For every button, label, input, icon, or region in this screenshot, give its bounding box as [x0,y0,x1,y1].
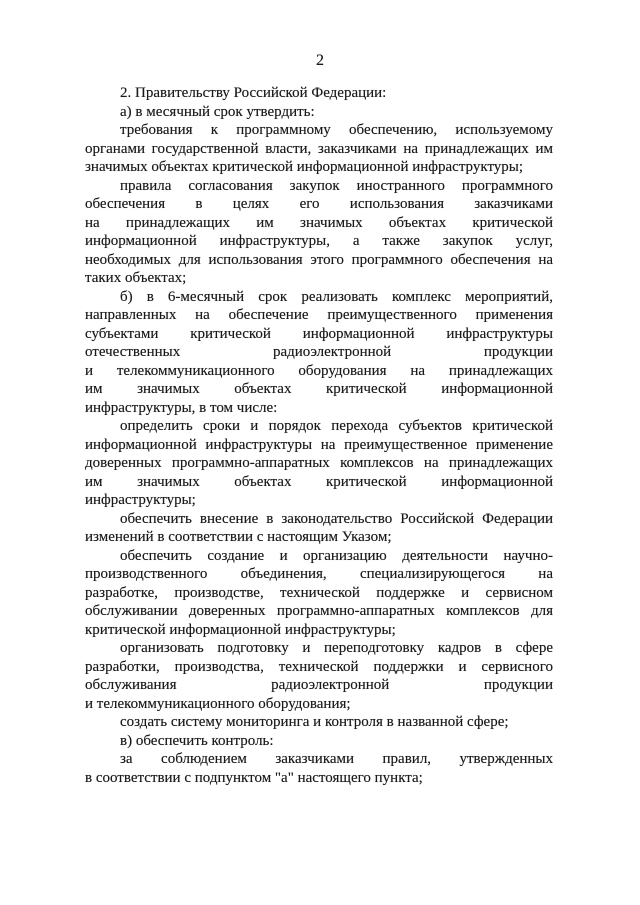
text-line: направленных на обеспечение преимущественного применения [85,307,553,323]
paragraph [85,177,553,288]
text-line: значимых объектах критической информационной инфраструктуры; [85,159,524,175]
paragraph [85,510,553,547]
paragraph [85,288,553,418]
text-line: правила согласования закупок иностранного программного [120,177,553,194]
text-line: обеспечения в целях его использования заказчиками [85,196,553,212]
text-line: 2. Правительству Российской Федерации: [120,85,387,101]
paragraph [85,84,553,103]
text-line: информационной инфраструктуры, а также закупок услуг, [85,233,553,249]
text-line: и телекоммуникационного оборудования; [85,695,351,712]
text-line: создать систему мониторинга и контроля в названной сфере; [120,714,509,730]
paragraph [85,417,553,510]
text-line: на принадлежащих им значимых объектах критической [85,214,553,231]
text-line: необходимых для использования этого программного обеспечения на [85,251,553,268]
text-line: им значимых объектах критической информационной [85,473,553,490]
text-line: определить сроки и порядок перехода субъектов критической [120,418,553,434]
paragraph [85,103,553,122]
text-line: требования к программному обеспечению, используемому [120,122,553,138]
paragraph [85,639,553,713]
text-line: разработки, производства, технической поддержки и сервисного [85,658,553,675]
text-line: информационной инфраструктуры на преимущественное применение [85,436,553,453]
text-line: обслуживания радиоэлектронной продукции [85,677,553,693]
text-line: инфраструктуры, в том числе: [85,399,278,416]
text-line: обеспечить создание и организацию деятельности научно- [120,547,553,564]
text-line: разработке, производстве, технической поддержке и сервисном [85,584,553,601]
text-line: обслуживании доверенных программно-аппаратных комплексов для [85,603,553,619]
text-line: организовать подготовку и переподготовку кадров в сфере [120,640,553,656]
text-line: и телекоммуникационного оборудования на принадлежащих [85,362,553,379]
text-line: доверенных программно-аппаратных комплексов на принадлежащих [85,455,553,471]
text-line: за соблюдением заказчиками правил, утвержденных [120,751,553,767]
text-line: инфраструктуры; [85,492,196,508]
text-line: субъектами критической информационной инфраструктуры [85,325,553,342]
text-line: а) в месячный срок утвердить: [120,103,315,120]
text-line: критической информационной инфраструктуры; [85,621,396,638]
paragraph [85,732,553,751]
paragraph [85,750,553,787]
text-line: изменений в соответствии с настоящим Указом; [85,529,392,545]
page-number: 2 [316,52,324,69]
text-line: производственного объединения, специализирующегося на [85,566,553,582]
document-body [85,84,553,787]
text-line: таких объектах; [85,270,187,286]
text-line: отечественных радиоэлектронной продукции [85,344,553,360]
text-line: б) в 6-месячный срок реализовать комплекс мероприятий, [120,288,553,305]
text-line: в соответствии с подпунктом "а" настоящего пункта; [85,769,423,786]
paragraph [85,121,553,177]
text-line: органами государственной власти, заказчиками на принадлежащих им [85,140,553,157]
text-line: им значимых объектах критической информационной [85,381,553,397]
paragraph [85,547,553,640]
paragraph [85,713,553,732]
text-line: обеспечить внесение в законодательство Российской Федерации [120,510,553,527]
text-line: в) обеспечить контроль: [120,732,274,749]
